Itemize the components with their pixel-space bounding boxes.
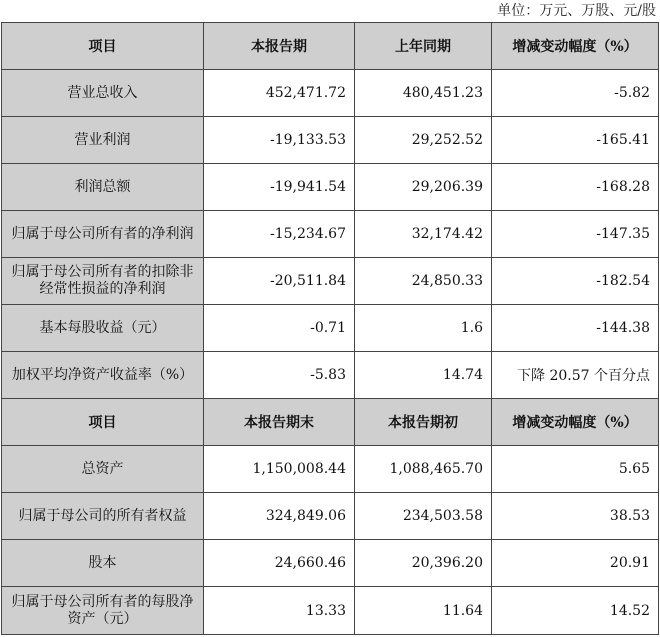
table2-header-row [2, 399, 659, 446]
cell-previous: 29,206.39 [355, 164, 492, 211]
row-label: 股本 [2, 540, 204, 587]
cell-current: -0.71 [204, 305, 355, 352]
header-period-begin: 本报告期初 [355, 399, 492, 446]
table-row [2, 117, 659, 164]
cell-change: 14.52 [492, 587, 659, 635]
table-row [2, 587, 659, 635]
cell-previous: 1,088,465.70 [355, 446, 492, 493]
cell-previous: 480,451.23 [355, 70, 492, 117]
cell-current: -20,511.84 [204, 258, 355, 305]
cell-change: 5.65 [492, 446, 659, 493]
table-row [2, 258, 659, 305]
cell-previous: 29,252.52 [355, 117, 492, 164]
cell-change: -147.35 [492, 211, 659, 258]
header-current: 本报告期 [204, 23, 355, 70]
table-row [2, 305, 659, 352]
cell-current: -5.83 [204, 352, 355, 399]
row-label: 营业总收入 [2, 70, 204, 117]
cell-current: 1,150,008.44 [204, 446, 355, 493]
cell-change: -182.54 [492, 258, 659, 305]
row-label: 利润总额 [2, 164, 204, 211]
cell-previous: 20,396.20 [355, 540, 492, 587]
header-previous: 上年同期 [355, 23, 492, 70]
header-current-end: 本报告期末 [204, 399, 355, 446]
row-label: 归属于母公司的所有者权益 [2, 493, 204, 540]
table-row [2, 446, 659, 493]
table-row [2, 493, 659, 540]
cell-current: -19,133.53 [204, 117, 355, 164]
cell-change: 38.53 [492, 493, 659, 540]
header-item: 项目 [2, 23, 204, 70]
cell-current: 452,471.72 [204, 70, 355, 117]
cell-previous: 1.6 [355, 305, 492, 352]
cell-current: 324,849.06 [204, 493, 355, 540]
row-label: 归属于母公司所有者的每股净资产（元） [2, 587, 204, 635]
cell-change: -5.82 [492, 70, 659, 117]
table-row [2, 70, 659, 117]
cell-previous: 24,850.33 [355, 258, 492, 305]
table-row [2, 211, 659, 258]
row-label: 基本每股收益（元） [2, 305, 204, 352]
cell-change: 下降 20.57 个百分点 [492, 352, 659, 399]
unit-note: 单位：万元、万股、元/股 [497, 3, 656, 19]
financial-table [1, 22, 659, 635]
cell-previous: 32,174.42 [355, 211, 492, 258]
cell-change: -168.28 [492, 164, 659, 211]
table-row [2, 352, 659, 399]
header-item: 项目 [2, 399, 204, 446]
row-label: 总资产 [2, 446, 204, 493]
row-label: 归属于母公司所有者的净利润 [2, 211, 204, 258]
table-row [2, 164, 659, 211]
cell-previous: 234,503.58 [355, 493, 492, 540]
row-label: 加权平均净资产收益率（%） [2, 352, 204, 399]
cell-change: -165.41 [492, 117, 659, 164]
cell-change: -144.38 [492, 305, 659, 352]
row-label: 归属于母公司所有者的扣除非经常性损益的净利润 [2, 258, 204, 305]
table1-header-row [2, 23, 659, 70]
cell-previous: 14.74 [355, 352, 492, 399]
table-row [2, 540, 659, 587]
cell-previous: 11.64 [355, 587, 492, 635]
cell-current: -15,234.67 [204, 211, 355, 258]
header-change: 增减变动幅度（%） [492, 23, 659, 70]
cell-current: 13.33 [204, 587, 355, 635]
cell-current: 24,660.46 [204, 540, 355, 587]
cell-current: -19,941.54 [204, 164, 355, 211]
header-change: 增减变动幅度（%） [492, 399, 659, 446]
cell-change: 20.91 [492, 540, 659, 587]
row-label: 营业利润 [2, 117, 204, 164]
